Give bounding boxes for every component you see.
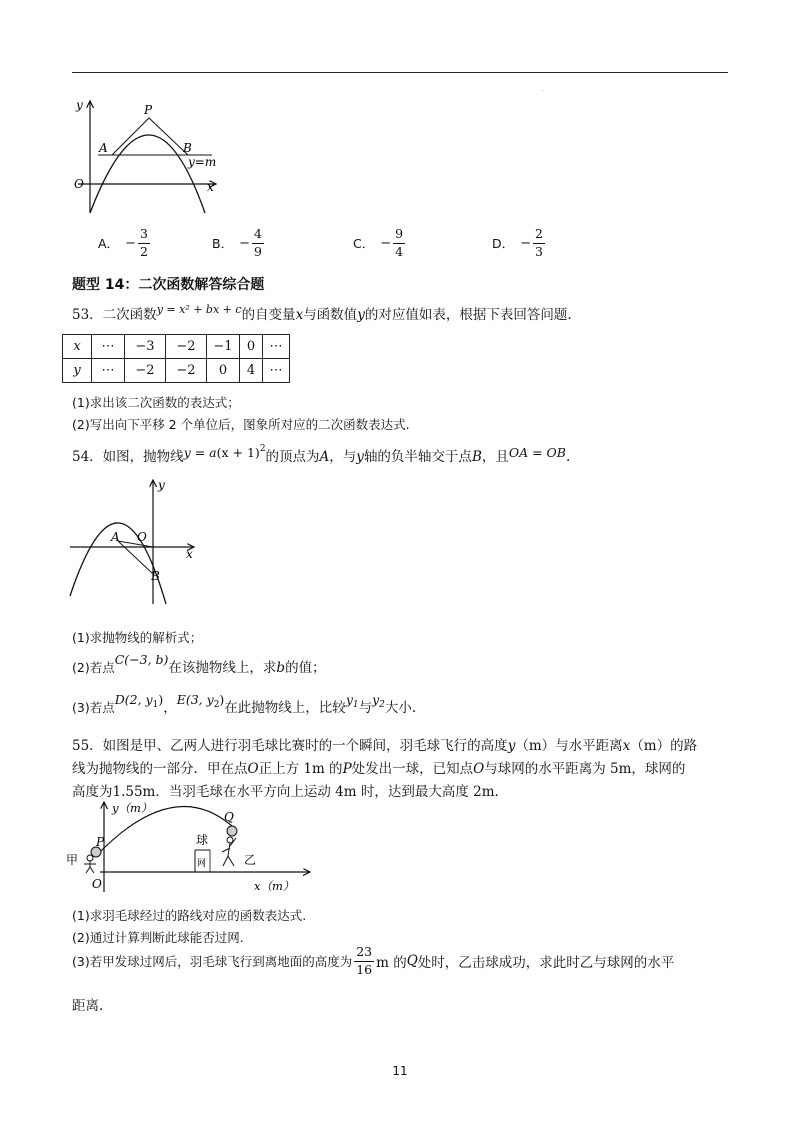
label-y: y [158, 478, 165, 492]
fraction: $\frac{2}{3}$ [535, 226, 543, 259]
label-wang: 网 [197, 859, 207, 869]
label-x-axis: x（m） [254, 879, 295, 893]
label-P: P [144, 103, 153, 117]
player-jia-body [84, 861, 96, 873]
label-qiu: 球 [196, 833, 209, 847]
label-y-axis: y（m） [112, 801, 153, 815]
label-A: A [111, 530, 120, 544]
header-rule [72, 72, 728, 73]
player-jia-head [87, 855, 93, 861]
label-B: B [151, 569, 160, 583]
section-title: 题型 14：二次函数解答综合题 [72, 277, 265, 293]
option-b[interactable]: B． − $\frac{4}{9}$ [212, 226, 262, 259]
table-row: y ⋯ −2 −2 0 4 ⋯ [63, 359, 290, 383]
fraction: $\frac{9}{4}$ [395, 226, 404, 259]
q54-part2: (2)若点C(−3, b)在该抛物线上，求b的值； [72, 652, 326, 676]
fraction: $\frac{4}{9}$ [253, 226, 262, 259]
label-O: O [92, 877, 102, 891]
q55-line2: 线为抛物线的一部分．甲在点O正上方 1m 的P处发出一球，已知点O与球网的水平距离为 5m，球网的 [72, 761, 686, 777]
label-x: x [186, 547, 193, 561]
q53-part1: (1)求出该二次函数的表达式； [72, 395, 240, 410]
q55-part3-cont: 距离. [72, 998, 104, 1014]
player-yi-head [227, 837, 233, 843]
header-dot: . [542, 86, 544, 93]
q53-part2: (2)写出向下平移 2 个单位后，图象所对应的二次函数表达式. [72, 417, 410, 432]
label-x: x [207, 180, 214, 194]
option-c[interactable]: C． − $\frac{9}{4}$ [353, 226, 404, 259]
figure-parabola-vertex [68, 474, 208, 609]
label-ym: y=m [188, 155, 217, 169]
figure-badminton [62, 796, 342, 898]
label-jia: 甲 [66, 853, 79, 867]
q53-stem: 53．二次函数$^{y = x^2 + bx + c}$的自变量x与函数值y的对应值如表，根据下表回答问题. [72, 303, 572, 323]
q55-part2: (2)通过计算判断此球能否过网. [72, 930, 244, 945]
q54-part3: (3)若点D(2, $y_1$)，E(3, $y_2$)在此抛物线上，比较$y_1$与$y_2$大小. [72, 692, 417, 716]
option-d[interactable]: D． − $\frac{2}{3}$ [492, 226, 543, 259]
option-a[interactable]: A． − $\frac{3}{2}$ [98, 226, 148, 259]
q55-part1: (1)求羽毛球经过的路线对应的函数表达式. [72, 908, 307, 923]
label-yi: 乙 [244, 853, 257, 867]
value-table [62, 334, 290, 383]
q55-part3: (3)若甲发球过网后，羽毛球飞行到离地面的高度为 $\frac{23}{16}$ m 的 Q 处时，乙击球成功，求此时乙与球网的水平 [72, 944, 675, 977]
label-O: O [74, 177, 84, 191]
label-B: B [183, 141, 192, 155]
label-A: A [99, 141, 108, 155]
table-row: x ⋯ −3 −2 −1 0 ⋯ [63, 335, 290, 359]
fraction: $\frac{3}{2}$ [139, 226, 148, 259]
page-number: 11 [392, 1064, 408, 1078]
label-P: P [96, 835, 105, 849]
shuttle-Q [227, 826, 237, 836]
q55-line3: 高度为1.55m．当羽毛球在水平方向上运动 4m 时，达到最大高度 2m. [72, 784, 499, 800]
label-Q: Q [224, 810, 234, 824]
label-y: y [76, 98, 83, 112]
q54-stem: 54．如图，抛物线$y = a(x + 1)^2$的顶点为A，与y轴的负半轴交于点B，且OA = OB. [72, 444, 571, 465]
player-yi-body [222, 838, 236, 866]
segment-AOB [118, 541, 153, 574]
q55-line1: 55．如图是甲、乙两人进行羽毛球比赛时的一个瞬间，羽毛球飞行的高度y（m）与水平距离x（m）的路 [72, 738, 698, 754]
label-O: O [137, 530, 147, 544]
figure-parabola-ym [68, 95, 228, 220]
q54-part1: (1)求抛物线的解析式； [72, 630, 203, 645]
